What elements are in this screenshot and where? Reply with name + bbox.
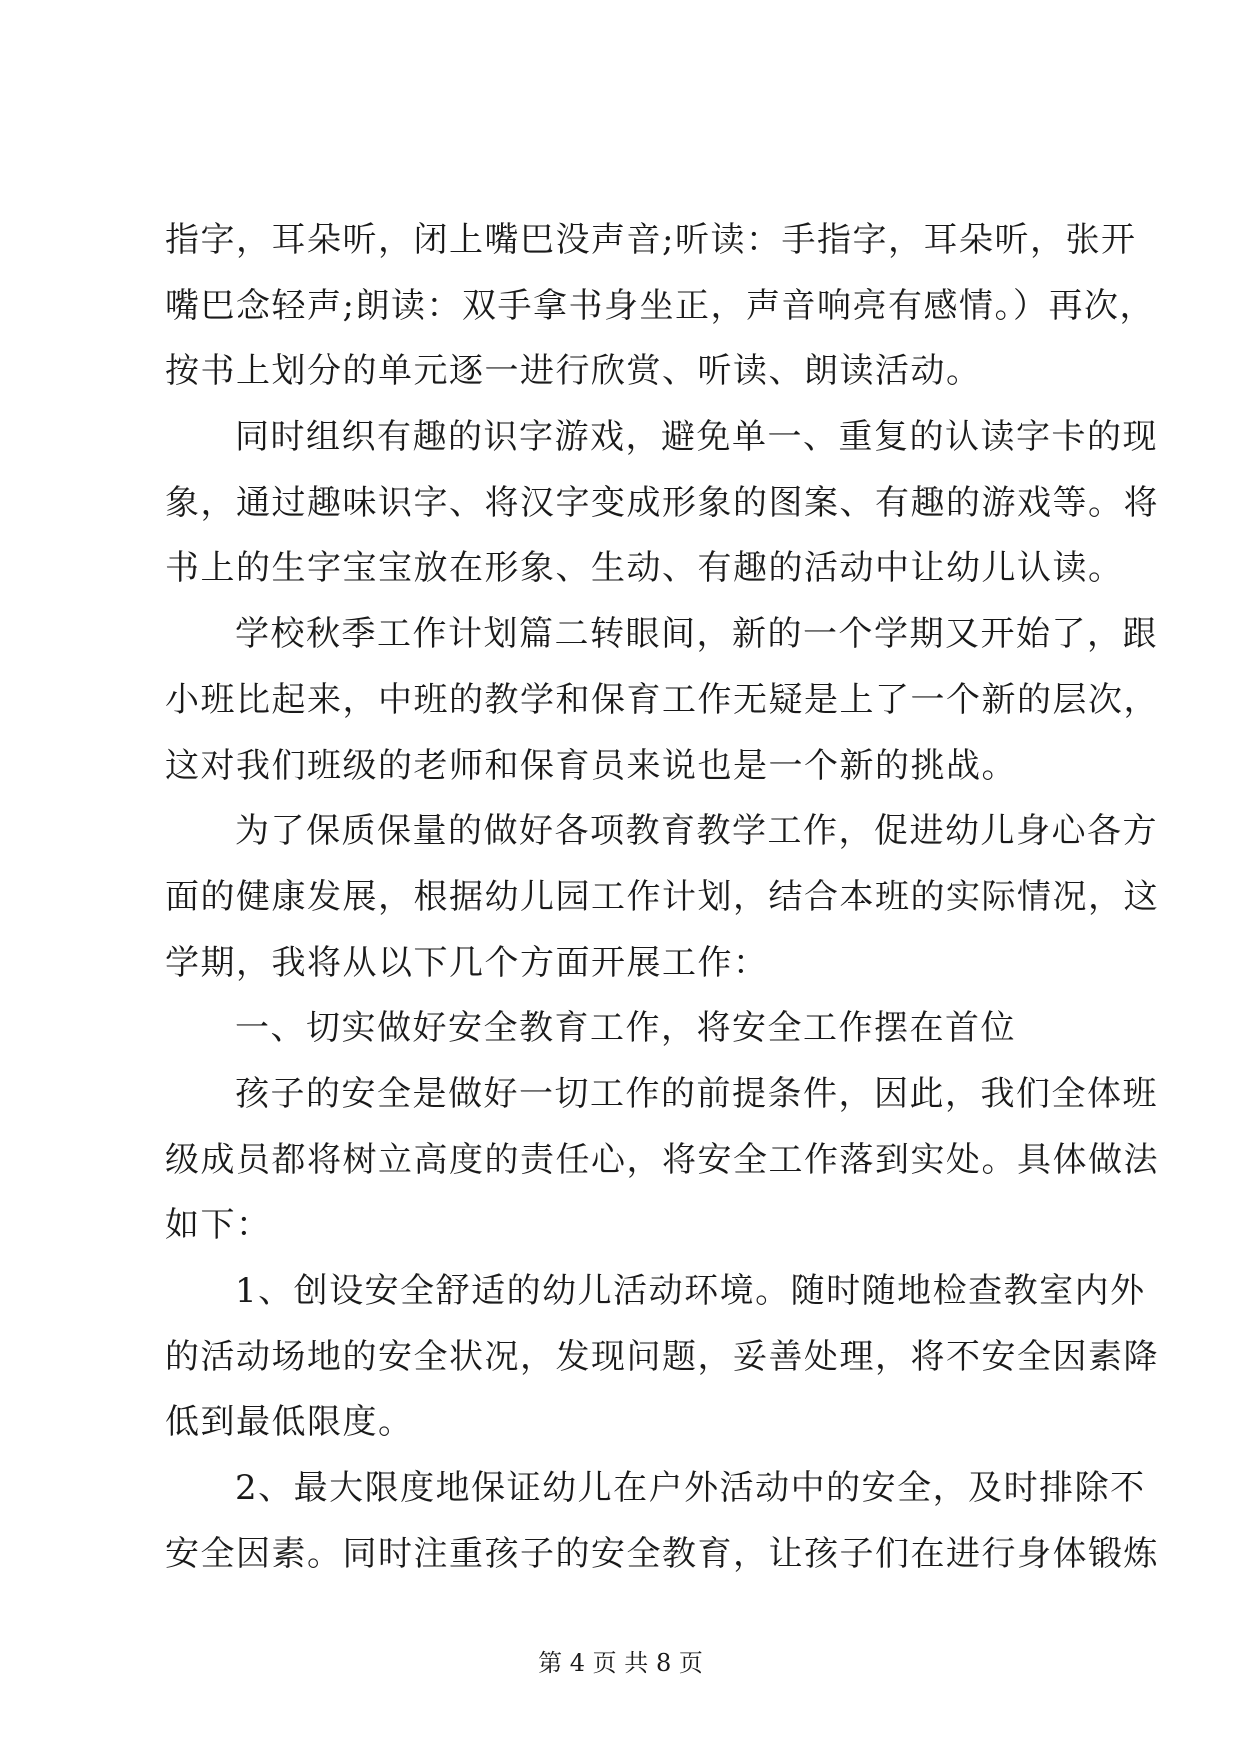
body-line: 的活动场地的安全状况，发现问题，妥善处理，将不安全因素降 (165, 1336, 1159, 1377)
body-line: 嘴巴念轻声;朗读：双手拿书身坐正，声音响亮有感情。）再次， (165, 285, 1155, 326)
list-item-first-line: 1、创设安全舒适的幼儿活动环境。随时随地检查教室内外 (235, 1271, 1146, 1311)
body-line: 书上的生字宝宝放在形象、生动、有趣的活动中让幼儿认读。 (165, 548, 1124, 589)
body-line: 象，通过趣味识字、将汉字变成形象的图案、有趣的游戏等。将 (165, 482, 1159, 523)
paragraph-first-line: 孩子的安全是做好一切工作的前提条件，因此，我们全体班 (235, 1073, 1158, 1114)
document-body (165, 220, 1159, 1601)
body-line: 如下： (165, 1205, 272, 1246)
body-line: 按书上划分的单元逐一进行欣赏、听读、朗读活动。 (165, 351, 982, 392)
body-line: 低到最低限度。 (165, 1402, 414, 1443)
body-line: 面的健康发展，根据幼儿园工作计划，结合本班的实际情况，这 (165, 876, 1159, 917)
body-line: 小班比起来，中班的教学和保育工作无疑是上了一个新的层次， (165, 679, 1159, 720)
page-number-footer: 第 4 页 共 8 页 (538, 1649, 703, 1677)
body-line: 安全因素。同时注重孩子的安全教育，让孩子们在进行身体锻炼 (165, 1533, 1159, 1574)
paragraph-first-line: 学校秋季工作计划篇二转眼间，新的一个学期又开始了，跟 (235, 614, 1158, 655)
body-line: 指字，耳朵听，闭上嘴巴没声音;听读：手指字，耳朵听，张开 (165, 220, 1137, 260)
list-item-first-line: 2、最大限度地保证幼儿在户外活动中的安全，及时排除不 (235, 1468, 1146, 1509)
paragraph-first-line: 同时组织有趣的识字游戏，避免单一、重复的认读字卡的现 (235, 417, 1158, 458)
body-line: 学期，我将从以下几个方面开展工作： (165, 942, 769, 983)
section-heading: 一、切实做好安全教育工作，将安全工作摆在首位 (235, 1008, 1016, 1049)
body-line: 级成员都将树立高度的责任心，将安全工作落到实处。具体做法 (165, 1139, 1159, 1180)
body-line: 这对我们班级的老师和保育员来说也是一个新的挑战。 (165, 745, 1017, 786)
paragraph-first-line: 为了保质保量的做好各项教育教学工作，促进幼儿身心各方 (235, 811, 1158, 852)
